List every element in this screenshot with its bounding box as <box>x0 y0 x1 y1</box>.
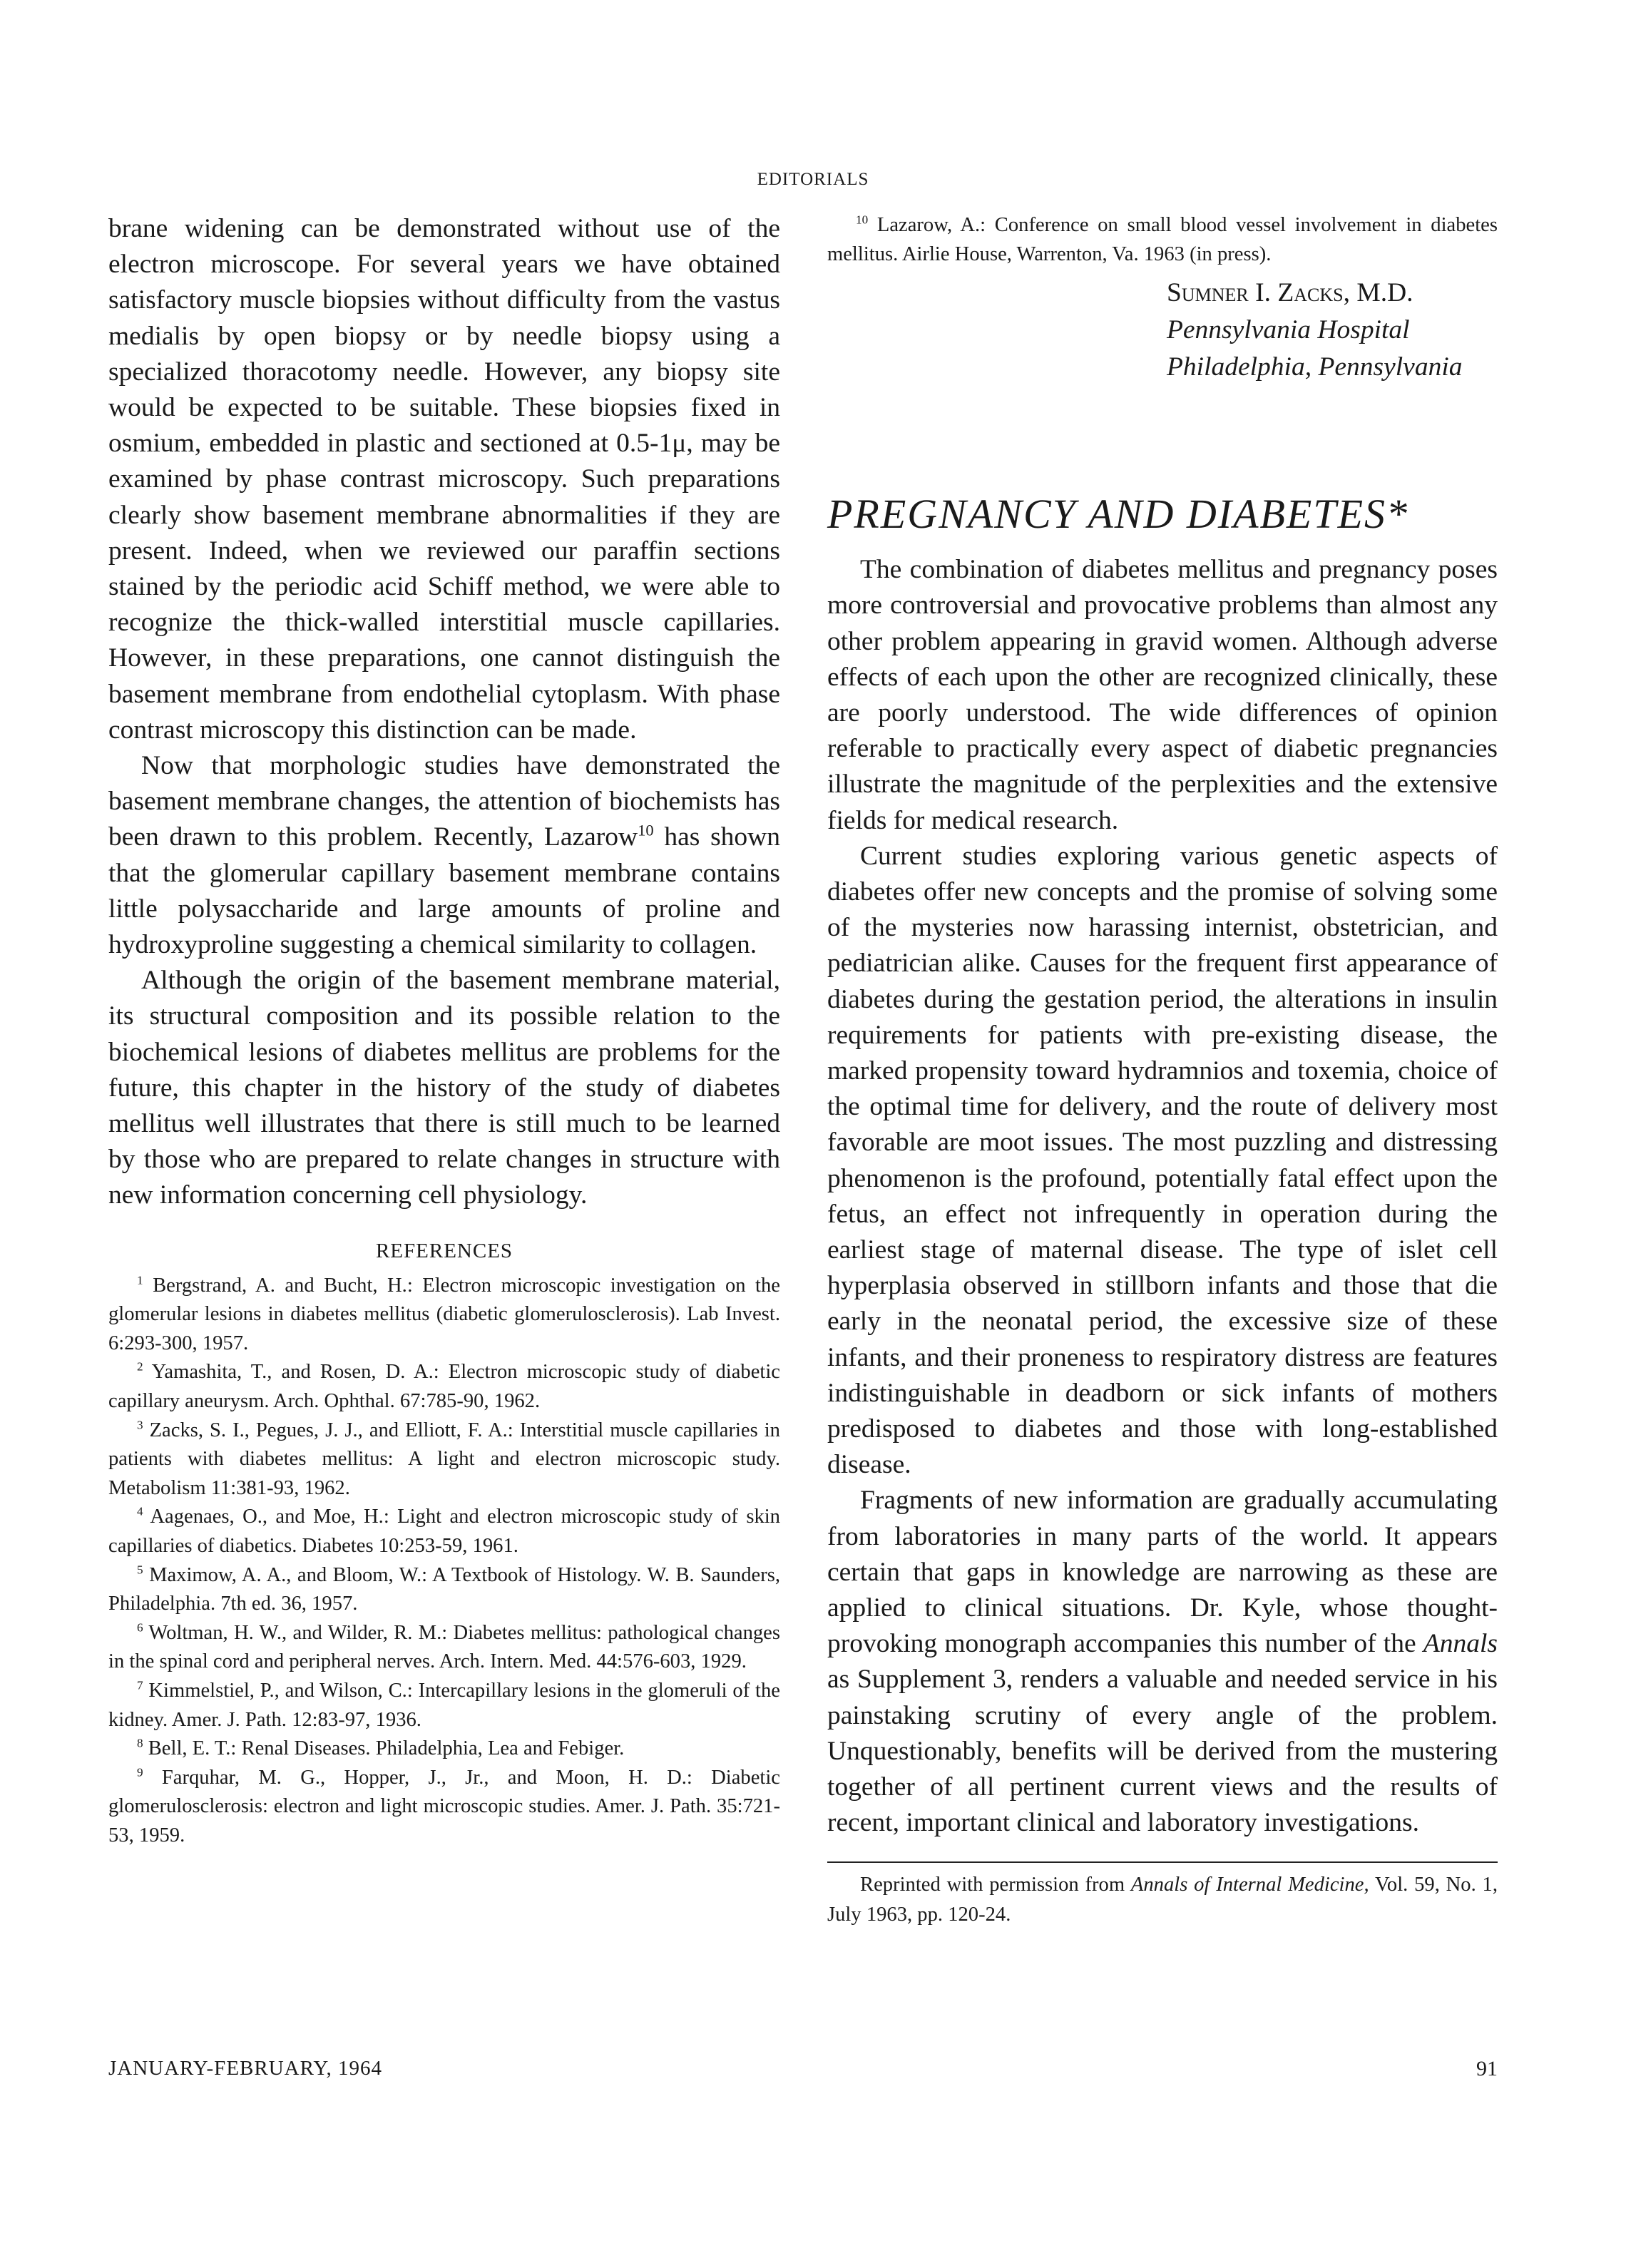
reference-number: 3 <box>137 1418 143 1432</box>
references-heading: REFERENCES <box>375 1239 513 1262</box>
note-text: Vol. 59, No. 1, July 1963, pp. 120-24. <box>827 1873 1498 1926</box>
reference-item <box>108 1503 780 1560</box>
body-paragraph: Current studies exploring various genetic aspects of diabetes offer new concepts and the promise of solving some of the mysteries now harassing internist, obstetrician, and pediatrician alike. Causes for the frequent first appearance of diabetes during the gestation period, the alterations in insulin requirements for patients with pre-existing disease, the marked propensity toward hydramnios and toxemia, choice of the optimal time for delivery, and the route of delivery most favorable are moot issues. The most puzzling and distressing phenomenon is the profound, potentially fatal effect upon the fetus, an effect not infrequently in operation during the earliest stage of maternal disease. The type of islet cell hyperplasia observed in stillborn infants and those that die early in the neonatal period, the excessive size of these infants, and their proneness to respiratory distress are features indistinguishable in deadborn or sick infants of mothers predisposed to diabetes and those with long-established disease. <box>827 841 1498 1480</box>
reference-text: Woltman, H. W., and Wilder, R. M.: Diabetes mellitus: pathological changes in the spinal cord and peripheral nerves. Arch. Intern. Med. 44:576-603, 1929. <box>108 1621 780 1673</box>
reference-item <box>827 211 1498 269</box>
paragraph-text: Now that morphologic studies have demonstrated the basement membrane changes, the attention of biochemists has been drawn to this problem. Recently, Lazarow <box>108 751 780 852</box>
footer-issue-date: JANUARY-FEBRUARY, 1964 <box>108 2057 383 2080</box>
body-paragraph <box>827 1483 1498 1841</box>
reference-number: 5 <box>137 1563 143 1577</box>
note-text: Reprinted with permission from <box>860 1873 1131 1896</box>
reference-text: Farquhar, M. G., Hopper, J., Jr., and Moon, H. D.: Diabetic glomerulosclerosis: electron and light microscopic studies. Amer. J. Path. 35:721-53, 1959. <box>108 1766 780 1846</box>
paragraph-text: has shown that the glomerular capillary basement membrane contains little polysaccharide and large amounts of proline and hydroxyproline suggesting a chemical similarity to collagen. <box>108 822 780 960</box>
reference-text: Aagenaes, O., and Moe, H.: Light and electron microscopic study of skin capillaries of diabetics. Diabetes 10:253-59, 1961. <box>108 1506 780 1558</box>
reference-text: Maximow, A. A., and Bloom, W.: A Textbook of Histology. W. B. Saunders, Philadelphia. 7th ed. 36, 1957. <box>108 1563 781 1615</box>
paragraph-text: as Supplement 3, renders a valuable and needed service in his painstaking scrutiny of every angle of the problem. Unquestionably, benefits will be derived from the mustering together of all pertinent current views and the results of recent, important clinical and laboratory investigations. <box>827 1665 1498 1838</box>
reference-item <box>108 1272 780 1359</box>
page-number: 91 <box>1476 2057 1498 2080</box>
reference-number: 4 <box>137 1504 143 1518</box>
reference-number: 1 <box>137 1273 143 1287</box>
reference-number: 10 <box>856 213 869 227</box>
reference-text: Zacks, S. I., Pegues, J. J., and Elliott, F. A.: Interstitial muscle capillaries in patients with diabetes mellitus: A light and electron microscopic study. Metabolism 11:381-93, 1962. <box>108 1419 780 1499</box>
journal-name: Annals of Internal Medicine, <box>1130 1873 1369 1896</box>
journal-name: Annals <box>1423 1629 1498 1659</box>
reference-number: 8 <box>137 1736 143 1750</box>
body-paragraph: Although the origin of the basement membrane material, its structural composition and its possible relation to the biochemical lesions of diabetes mellitus are problems for the future, this chapter in the history of the study of diabetes mellitus well illustrates that there is still much to be learned by those who are prepared to relate changes in structure with new information concerning cell physiology. <box>108 966 780 1210</box>
reference-text: Yamashita, T., and Rosen, D. A.: Electron microscopic study of diabetic capillary aneurysm. Arch. Ophthal. 67:785-90, 1962. <box>108 1361 781 1413</box>
reference-number: 9 <box>137 1765 143 1779</box>
footnote-rule <box>827 1861 1498 1863</box>
reference-item <box>108 1735 780 1764</box>
citation-superscript: 10 <box>638 821 654 839</box>
reference-number: 2 <box>137 1359 143 1374</box>
left-column <box>108 211 780 1851</box>
reference-item <box>108 1677 780 1735</box>
body-paragraph: brane widening can be demonstrated without use of the electron microscope. For several years we have obtained satisfactory muscle biopsies without difficulty from the vastus medialis by open biopsy or by needle biopsy using a specialized thoracotomy needle. However, any biopsy site would be expected to be suitable. These biopsies fixed in osmium, embedded in plastic and sectioned at 0.5-1μ, may be examined by phase contrast microscopy. Such preparations clearly show basement membrane abnormalities if they are present. Indeed, when we reviewed our paraffin sections stained by the periodic acid Schiff method, we were able to recognize the thick-walled interstitial muscle capillaries. However, in these preparations, one cannot distinguish the basement membrane from endothelial cytoplasm. With phase contrast microscopy this distinction can be made. <box>108 214 780 745</box>
reference-text: Lazarow, A.: Conference on small blood vessel involvement in diabetes mellitus. Airlie House, Warrenton, Va. 1963 (in press). <box>827 214 1498 265</box>
reference-item <box>108 1764 780 1851</box>
reference-text: Bell, E. T.: Renal Diseases. Philadelphia, Lea and Febiger. <box>148 1737 625 1760</box>
right-column <box>827 211 1498 1930</box>
reprint-permission-note <box>827 1870 1498 1930</box>
reference-text: Bergstrand, A. and Bucht, H.: Electron microscopic investigation on the glomerular lesions in diabetes mellitus (diabetic glomerulosclerosis). Lab Invest. 6:293-300, 1957. <box>108 1274 780 1354</box>
reference-item <box>108 1619 780 1677</box>
editorial-title: PREGNANCY AND DIABETES* <box>827 491 1409 538</box>
reference-number: 6 <box>137 1620 143 1635</box>
references-list <box>108 1272 780 1851</box>
reference-number: 7 <box>137 1678 143 1692</box>
paragraph-text: Fragments of new information are gradually accumulating from laboratories in many parts of the world. It appears certain that gaps in knowledge are narrowing as these are applied to clinical situations. Dr. Kyle, whose thought-provoking monograph accompanies this number of the <box>827 1486 1498 1659</box>
body-paragraph: The combination of diabetes mellitus and pregnancy poses more controversial and provocative problems than almost any other problem appearing in gravid women. Although adverse effects of each upon the other are recognized clinically, these are poorly understood. The wide differences of opinion referable to practically every aspect of diabetic pregnancies illustrate the magnitude of the perplexities and the extensive fields for medical research. <box>827 555 1498 835</box>
running-head: EDITORIALS <box>757 170 869 189</box>
author-location: Philadelphia, Pennsylvania <box>1167 352 1463 382</box>
reference-text: Kimmelstiel, P., and Wilson, C.: Intercapillary lesions in the glomeruli of the kidney. Amer. J. Path. 12:83-97, 1936. <box>108 1680 780 1731</box>
body-paragraph <box>108 748 780 963</box>
author-name: Sumner I. Zacks, M.D. <box>1167 278 1413 308</box>
reference-item <box>108 1561 780 1619</box>
reference-item <box>108 1416 780 1503</box>
author-institution: Pennsylvania Hospital <box>1167 315 1410 345</box>
author-signature <box>827 275 1498 386</box>
reference-item <box>108 1358 780 1416</box>
